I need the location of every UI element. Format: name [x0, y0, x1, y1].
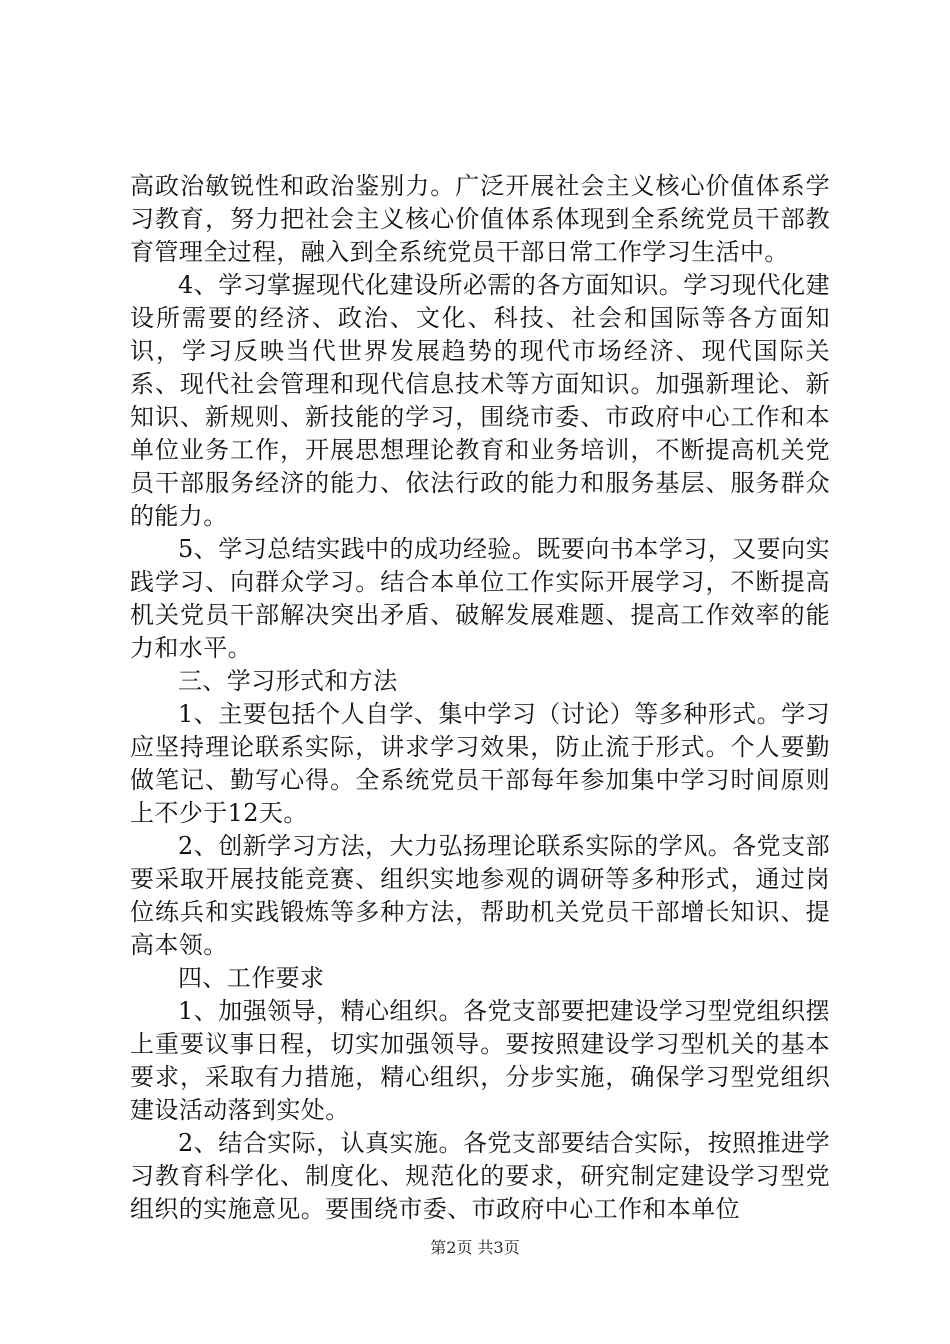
- paragraph-4: 1、主要包括个人自学、集中学习（讨论）等多种形式。学习应坚持理论联系实际，讲求学习效果，防止流于形式。个人要勤做笔记、勤写心得。全系统党员干部每年参加集中学习时间原则上不少于12天。: [130, 700, 830, 827]
- document-body: [130, 170, 830, 1226]
- page-number-footer: 第2页 共3页: [430, 1238, 520, 1257]
- paragraph-6: 1、加强领导，精心组织。各党支部要把建设学习型党组织摆上重要议事日程，切实加强领导。要按照建设学习型机关的基本要求，采取有力措施，精心组织，分步实施，确保学习型党组织建设活动落到实处。: [130, 997, 830, 1124]
- paragraph-1: 高政治敏锐性和政治鉴别力。广泛开展社会主义核心价值体系学习教育，努力把社会主义核心价值体系体现到全系统党员干部教育管理全过程，融入到全系统党员干部日常工作学习生活中。: [130, 172, 830, 266]
- section-heading-4: 四、工作要求: [178, 964, 325, 992]
- paragraph-3: 5、学习总结实践中的成功经验。既要向书本学习，又要向实践学习、向群众学习。结合本单位工作实际开展学习，不断提高机关党员干部解决突出矛盾、破解发展难题、提高工作效率的能力和水平。: [130, 535, 830, 662]
- section-heading-3: 三、学习形式和方法: [178, 667, 398, 695]
- paragraph-7: 2、结合实际，认真实施。各党支部要结合实际，按照推进学习教育科学化、制度化、规范化的要求，研究制定建设学习型党组织的实施意见。要围绕市委、市政府中心工作和本单位: [130, 1129, 830, 1223]
- paragraph-2: 4、学习掌握现代化建设所必需的各方面知识。学习现代化建设所需要的经济、政治、文化、科技、社会和国际等各方面知识，学习反映当代世界发展趋势的现代市场经济、现代国际关系、现代社会管理和现代信息技术等方面知识。加强新理论、新知识、新规则、新技能的学习，围绕市委、市政府中心工作和本单位业务工作，开展思想理论教育和业务培训，不断提高机关党员干部服务经济的能力、依法行政的能力和服务基层、服务群众的能力。: [130, 271, 830, 530]
- paragraph-5: 2、创新学习方法，大力弘扬理论联系实际的学风。各党支部要采取开展技能竞赛、组织实地参观的调研等多种形式，通过岗位练兵和实践锻炼等多种方法，帮助机关党员干部增长知识、提高本领。: [130, 832, 830, 959]
